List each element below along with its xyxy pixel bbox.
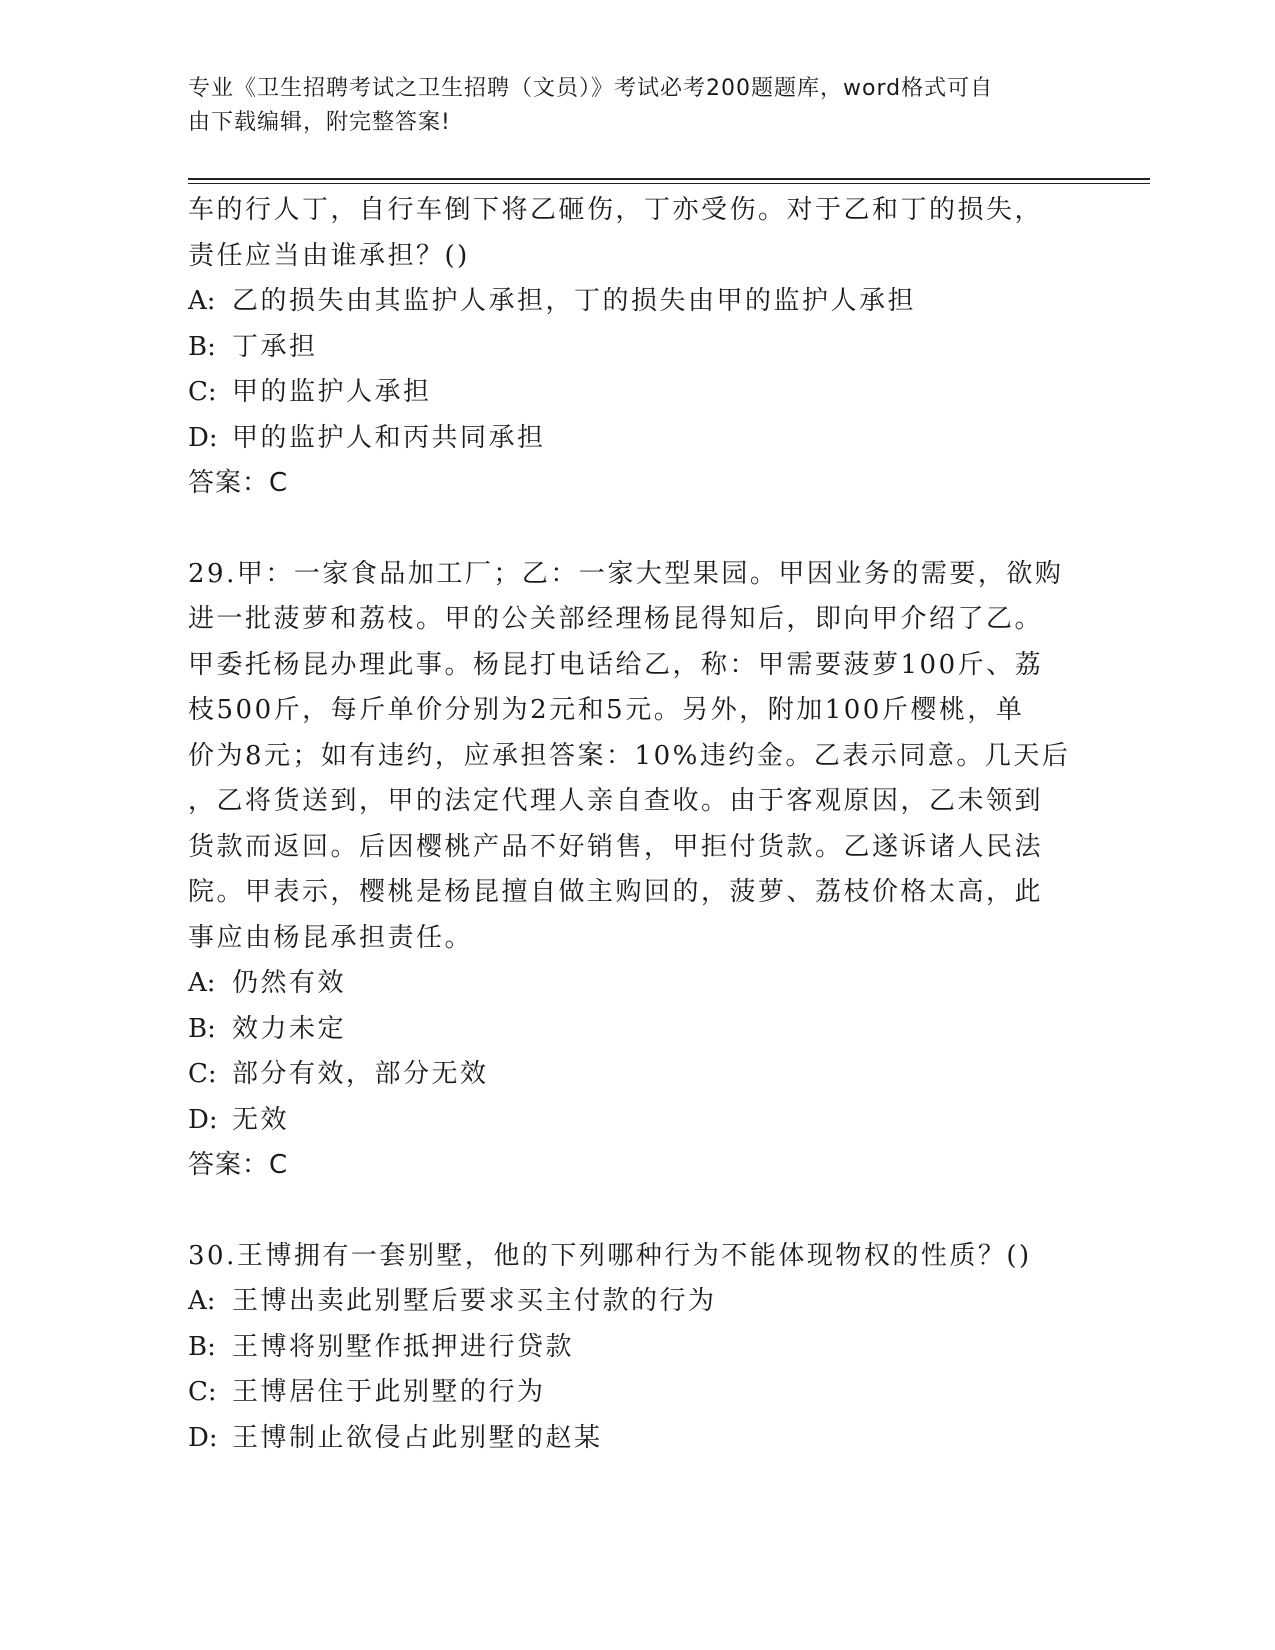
option-text: 王博出卖此别墅后要求买主付款的行为 <box>232 1286 717 1316</box>
option-a <box>188 961 1088 1007</box>
question-text-line: 事应由杨昆承担责任。 <box>188 922 474 953</box>
header-divider-thin <box>188 183 1150 184</box>
document-body <box>188 188 1088 1461</box>
question-text-line: 枝500斤，每斤单价分别为2元和5元。另外，附加100斤樱桃，单 <box>188 695 1025 725</box>
question-text-line: 车的行人丁，自行车倒下将乙砸伤，丁亦受伤。对于乙和丁的损失， <box>188 195 1044 225</box>
option-text: 部分有效，部分无效 <box>232 1059 489 1089</box>
option-text: 仍然有效 <box>232 968 347 998</box>
option-label: D: <box>188 1104 218 1135</box>
option-text: 甲的监护人承担 <box>232 377 432 407</box>
option-label: A: <box>188 968 216 998</box>
answer-line: 答案：C <box>188 468 289 498</box>
option-b <box>188 1007 1088 1053</box>
question-text-line: 进一批菠萝和荔枝。甲的公关部经理杨昆得知后，即向甲介绍了乙。 <box>188 604 1044 634</box>
spacer <box>188 1189 1088 1234</box>
option-label: A: <box>188 1286 216 1316</box>
document-header <box>188 72 1088 140</box>
option-label: D: <box>188 422 218 453</box>
question-text-line: 院。甲表示，樱桃是杨昆擅自做主购回的，菠萝、荔枝价格太高，此 <box>188 877 1044 907</box>
answer-line: 答案：C <box>188 1150 289 1180</box>
spacer <box>188 507 1088 552</box>
option-label: B: <box>188 1331 216 1362</box>
option-text: 乙的损失由其监护人承担，丁的损失由甲的监护人承担 <box>232 286 917 316</box>
option-label: B: <box>188 331 216 362</box>
option-text: 王博制止欲侵占此别墅的赵某 <box>232 1422 603 1453</box>
question-text-line: 30.王博拥有一套别墅，他的下列哪种行为不能体现物权的性质？() <box>188 1240 1032 1271</box>
option-label: C: <box>188 1377 217 1407</box>
question-28 <box>188 188 1088 507</box>
option-text: 无效 <box>232 1104 290 1135</box>
option-text: 王博将别墅作抵押进行贷款 <box>232 1331 575 1362</box>
option-b <box>188 325 1088 371</box>
question-text-line: 29.甲：一家食品加工厂；乙：一家大型果园。甲因业务的需要，欲购 <box>188 558 1064 589</box>
question-30 <box>188 1234 1088 1462</box>
question-text-line: 甲委托杨昆办理此事。杨昆打电话给乙，称：甲需要菠萝100斤、荔 <box>188 649 1044 680</box>
option-label: C: <box>188 377 217 407</box>
header-line-1: 专业《卫生招聘考试之卫生招聘（文员）》考试必考200题题库，word格式可自 <box>188 76 994 101</box>
option-c <box>188 370 1088 416</box>
question-text-line: 货款而返回。后因樱桃产品不好销售，甲拒付货款。乙遂诉诸人民法 <box>188 831 1044 862</box>
question-text-line: 价为8元；如有违约，应承担答案：10%违约金。乙表示同意。几天后 <box>188 740 1071 771</box>
question-text-line: ，乙将货送到，甲的法定代理人亲自查收。由于客观原因，乙未领到 <box>188 786 1044 816</box>
option-text: 王博居住于此别墅的行为 <box>232 1377 546 1407</box>
option-c <box>188 1052 1088 1098</box>
header-divider-thick <box>188 178 1150 180</box>
option-d <box>188 1098 1088 1144</box>
option-d <box>188 416 1088 462</box>
option-label: C: <box>188 1059 217 1089</box>
option-label: D: <box>188 1422 218 1453</box>
option-label: A: <box>188 286 216 316</box>
question-text-line: 责任应当由谁承担？() <box>188 240 470 271</box>
option-d <box>188 1416 1088 1462</box>
option-b <box>188 1325 1088 1371</box>
option-text: 效力未定 <box>232 1013 347 1044</box>
option-a <box>188 1279 1088 1325</box>
option-text: 丁承担 <box>232 331 318 362</box>
option-label: B: <box>188 1013 216 1044</box>
option-text: 甲的监护人和丙共同承担 <box>232 422 546 453</box>
option-c <box>188 1370 1088 1416</box>
option-a <box>188 279 1088 325</box>
header-line-2: 由下载编辑，附完整答案! <box>188 110 451 135</box>
question-29 <box>188 552 1088 1189</box>
